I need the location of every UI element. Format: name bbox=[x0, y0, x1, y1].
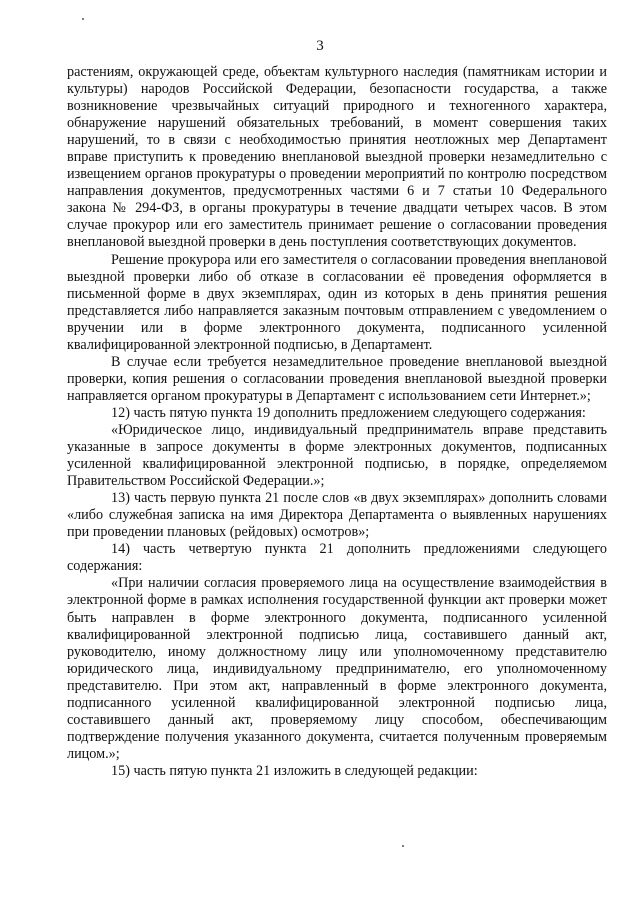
paragraph-continuation: растениям, окружающей среде, объектам культурного наследия (памятникам истории и культуры) народов Российской Федерации, безопасности государства, а также возникновение чрезвычайных ситуаций природного и техногенного характера, обнаружение нарушений обязательных требований, в момент совершения таких нарушений, то в связи с необходимостью принятия неотложных мер Департамент вправе приступить к проведению внеплановой выездной проверки незамедлительно с извещением органов прокуратуры о проведении мероприятий по контролю посредством направления документов, предусмотренных частями 6 и 7 статьи 10 Федерального закона № 294-ФЗ, в органы прокуратуры в течение двадцати четырех часов. В этом случае прокурор или его заместитель принимает решение о согласовании проведения внеплановой выездной проверки в день поступления соответствующих документов. bbox=[67, 64, 607, 251]
paragraph-item-13: 13) часть первую пункта 21 после слов «в двух экземплярах» дополнить словами «либо служебная записка на имя Директора Департамента о выявленных нарушениях при проведении плановых (рейдовых) осмотров»; bbox=[67, 490, 607, 541]
paragraph-item-12: 12) часть пятую пункта 19 дополнить предложением следующего содержания: bbox=[111, 404, 586, 421]
paragraph-prosecutor-decision: Решение прокурора или его заместителя о согласовании проведения внеплановой выездной проверки либо об отказе в согласовании её проведения оформляется в письменной форме в двух экземплярах, один из которых в день принятия решения представляется либо направляется заказным почтовым отправлением с уведомлением о вручении или в форме электронного документа, подписанного усиленной квалифицированной электронной подписью, в Департамент. bbox=[67, 251, 607, 353]
page-number: 3 bbox=[316, 38, 324, 54]
scan-speck-mark bbox=[402, 845, 404, 847]
paragraph-urgent-inspection: В случае если требуется незамедлительное проведение внеплановой выездной проверки, копия решения о согласовании проведения внеплановой выездной проверки направляется органом прокуратуры в Департамент с использованием сети Интернет.»; bbox=[67, 353, 607, 404]
document-body bbox=[67, 64, 607, 780]
paragraph-item-14: 14) часть четвертую пункта 21 дополнить предложениями следующего содержания: bbox=[67, 541, 607, 575]
scan-speck-mark bbox=[82, 18, 84, 20]
paragraph-item-15: 15) часть пятую пункта 21 изложить в следующей редакции: bbox=[111, 762, 478, 779]
paragraph-quote-consent: «При наличии согласия проверяемого лица на осуществление взаимодействия в электронной форме в рамках исполнения государственной функции акт проверки может быть направлен в форме электронного документа, подписанного усиленной квалифицированной электронной подписью лица, составившего данный акт, руководителю, иному должностному лицу или уполномоченному представителю юридического лица, индивидуальному предпринимателю, его уполномоченному представителю. При этом акт, направленный в форме электронного документа, подписанного усиленной квалифицированной электронной подписью лица, составившего данный акт, проверяемому лицу способом, обеспечивающим подтверждение получения указанного документа, считается полученным проверяемым лицом.»; bbox=[67, 575, 607, 762]
paragraph-quote-legal-entity: «Юридическое лицо, индивидуальный предприниматель вправе представить указанные в запросе документы в форме электронных документов, подписанных усиленной квалифицированной электронной подписью, в порядке, определяемом Правительством Российской Федерации.»; bbox=[67, 421, 607, 490]
